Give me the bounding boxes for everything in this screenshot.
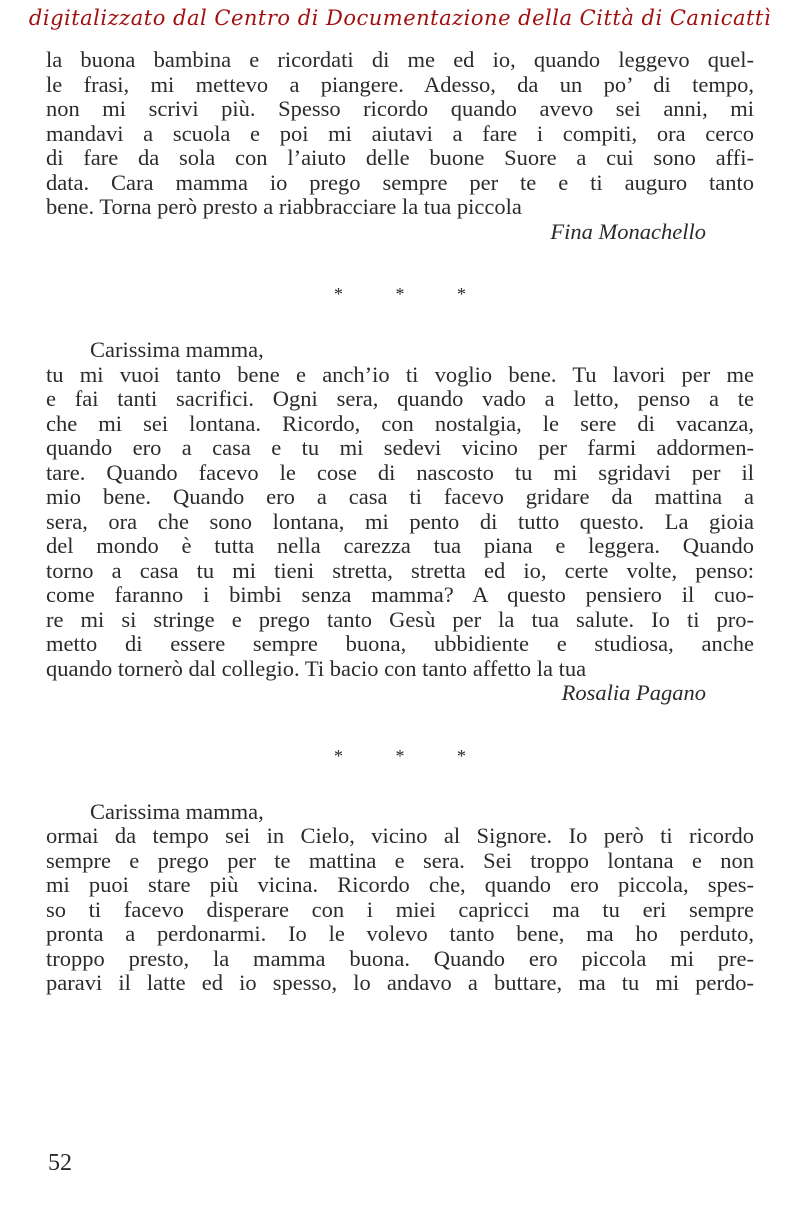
- text-line: e fai tanti sacrifici. Ogni sera, quando vado a letto, penso a te: [46, 386, 754, 411]
- salutation: Carissima mamma,: [90, 337, 264, 362]
- text-line: di fare da sola con l’aiuto delle buone Suore a cui sono affi-: [46, 145, 754, 170]
- text-line: la buona bambina e ricordati di me ed io, quando leggevo quel-: [46, 47, 754, 72]
- text-line: bene. Torna però presto a riabbracciare la tua piccola: [46, 194, 522, 219]
- section-separator: * * *: [334, 284, 490, 304]
- text-line: metto di essere sempre buona, ubbidiente e studiosa, anche: [46, 631, 754, 656]
- text-line: tu mi vuoi tanto bene e anch’io ti voglio bene. Tu lavori per me: [46, 361, 754, 387]
- text-line: non mi scrivi più. Spesso ricordo quando avevo sei anni, mi: [46, 96, 754, 121]
- text-line: come faranno i bimbi senza mamma? A questo pensiero il cuo-: [46, 582, 754, 607]
- text-line: sempre e prego per te mattina e sera. Sei troppo lontana e non: [46, 847, 754, 873]
- watermark: digitalizzato dal Centro di Documentazione della Città di Canicattì: [28, 6, 772, 30]
- text-line: data. Cara mamma io prego sempre per te e ti auguro tanto: [46, 169, 754, 195]
- text-line: troppo presto, la mamma buona. Quando ero piccola mi pre-: [46, 945, 754, 971]
- text-line: quando tornerò dal collegio. Ti bacio con tanto affetto la tua: [46, 655, 587, 681]
- letter-3: [46, 800, 754, 996]
- text-line: che mi sei lontana. Ricordo, con nostalgia, le sere di vacanza,: [46, 410, 754, 436]
- section-separator: * * *: [334, 745, 490, 766]
- signature: Fina Monachello: [550, 218, 706, 244]
- page-number: 52: [48, 1150, 72, 1176]
- text-line: tare. Quando facevo le cose di nascosto tu mi sgridavi per il: [46, 459, 754, 485]
- text-line: re mi si stringe e prego tanto Gesù per la tua salute. Io ti pro-: [46, 606, 754, 632]
- text-line: del mondo è tutta nella carezza tua piana e leggera. Quando: [46, 533, 754, 558]
- page-body: [46, 48, 754, 996]
- text-line: mio bene. Quando ero a casa ti facevo gridare da mattina a: [46, 484, 754, 509]
- text-line: quando ero a casa e tu mi sedevi vicino per farmi addormen-: [46, 435, 754, 460]
- text-line: mandavi a scuola e poi mi aiutavi a fare i compiti, ora cerco: [46, 120, 754, 146]
- text-line: so ti facevo disperare con i miei capricci ma tu eri sempre: [46, 896, 754, 922]
- letter-2: [46, 338, 754, 706]
- text-line: ormai da tempo sei in Cielo, vicino al Signore. Io però ti ricordo: [46, 823, 754, 848]
- text-line: pronta a perdonarmi. Io le volevo tanto bene, ma ho perduto,: [46, 921, 754, 946]
- text-line: paravi il latte ed io spesso, lo andavo a buttare, ma tu mi perdo-: [46, 970, 754, 995]
- text-line: torno a casa tu mi tieni stretta, stretta ed io, certe volte, penso:: [46, 557, 754, 583]
- letter-1: [46, 48, 754, 244]
- signature: Rosalia Pagano: [561, 680, 706, 705]
- text-line: sera, ora che sono lontana, mi pento di tutto questo. La gioia: [46, 508, 754, 534]
- text-line: mi puoi stare più vicina. Ricordo che, quando ero piccola, spes-: [46, 872, 754, 897]
- text-line: le frasi, mi mettevo a piangere. Adesso, da un po’ di tempo,: [46, 71, 754, 97]
- salutation: Carissima mamma,: [90, 798, 264, 824]
